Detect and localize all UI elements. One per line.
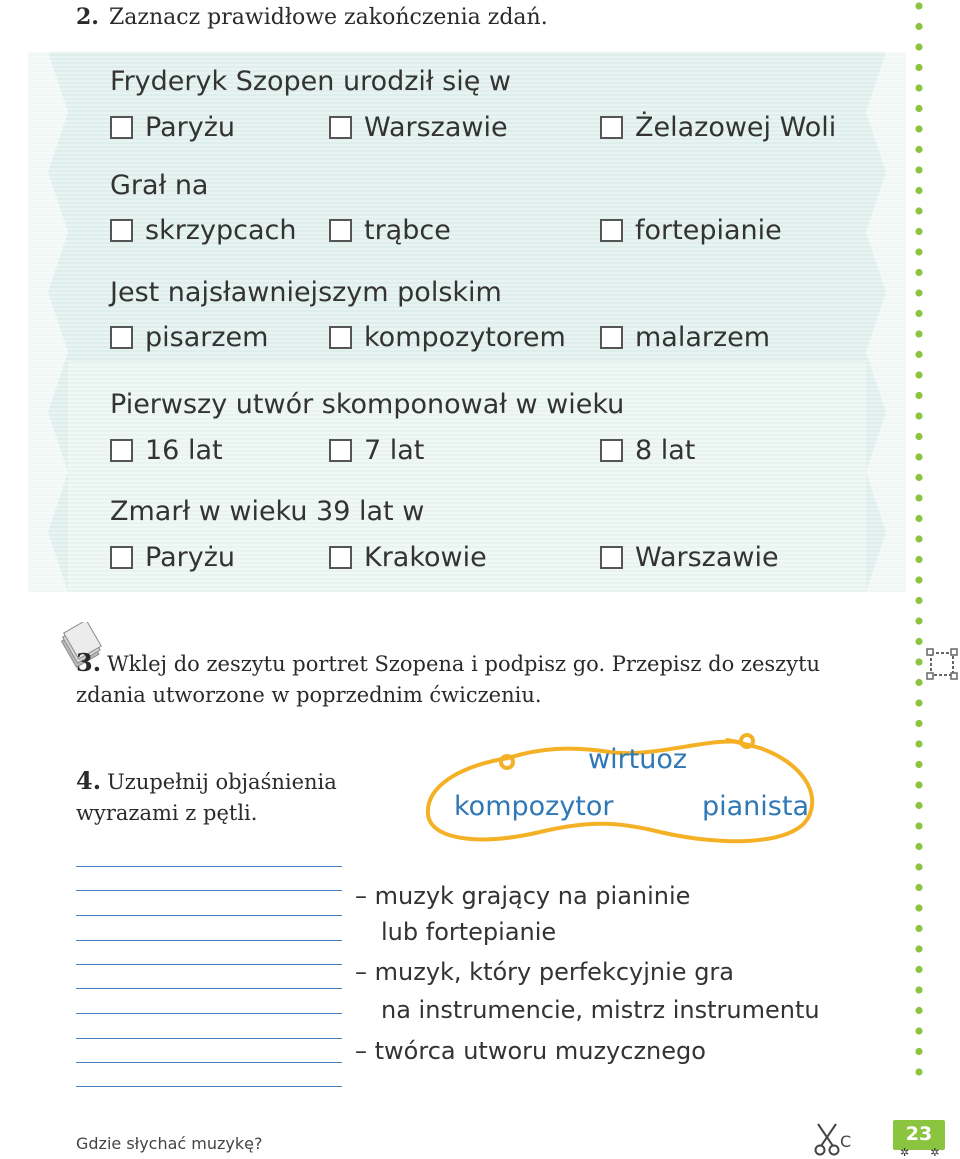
writing-line[interactable] [76, 1013, 342, 1014]
definition-1-cont: lub fortepianie [381, 918, 557, 946]
border-dot [915, 802, 922, 809]
option-label: 8 lat [635, 435, 696, 466]
border-dot [915, 699, 922, 706]
exercise-2-instruction: Zaznacz prawidłowe zakończenia zdań. [108, 5, 548, 30]
border-dot [915, 166, 922, 173]
border-dot [915, 412, 922, 419]
option-1b[interactable] [329, 112, 508, 143]
writing-line[interactable] [76, 988, 342, 989]
dotted-border [910, 0, 930, 1100]
checkbox[interactable] [329, 546, 352, 569]
border-dot [915, 228, 922, 235]
option-label: Paryżu [145, 542, 235, 573]
border-dot [915, 392, 922, 399]
border-dot [915, 966, 922, 973]
checkbox[interactable] [600, 116, 623, 139]
border-dot [915, 23, 922, 30]
border-dot [915, 146, 922, 153]
border-dot [915, 1048, 922, 1055]
border-dot [915, 43, 922, 50]
border-dot [915, 597, 922, 604]
checkbox[interactable] [329, 326, 352, 349]
cut-frame-icon [926, 648, 958, 680]
exercise-3-instruction: Wklej do zeszytu portret Szopena i podpisz go. Przepisz do zeszytu zdania utworzone w poprzednim ćwiczeniu. [76, 652, 821, 707]
writing-line[interactable] [76, 866, 342, 867]
option-4b[interactable] [329, 435, 424, 466]
exercise-2-number: 2. [76, 4, 99, 30]
writing-line[interactable] [76, 1086, 342, 1087]
option-5c[interactable] [600, 542, 779, 573]
border-dot [915, 535, 922, 542]
option-4c[interactable] [600, 435, 695, 466]
border-dot [915, 740, 922, 747]
border-dot [915, 863, 922, 870]
option-3c[interactable] [600, 322, 770, 353]
border-dot [915, 453, 922, 460]
option-3b[interactable] [329, 322, 566, 353]
question-3: Jest najsławniejszym polskim [110, 277, 502, 308]
border-dot [915, 925, 922, 932]
question-2: Grał na [110, 170, 209, 201]
option-label: Krakowie [364, 542, 487, 573]
border-dot [915, 248, 922, 255]
checkbox[interactable] [329, 116, 352, 139]
option-3a[interactable] [110, 322, 268, 353]
border-dot [915, 843, 922, 850]
border-dot [915, 638, 922, 645]
border-dot [915, 84, 922, 91]
checkbox[interactable] [329, 439, 352, 462]
question-4: Pierwszy utwór skomponował w wieku [110, 389, 625, 420]
checkbox[interactable] [110, 439, 133, 462]
option-5b[interactable] [329, 542, 487, 573]
definition-1: – muzyk grający na pianinie [355, 882, 691, 910]
option-2b[interactable] [329, 215, 451, 246]
writing-line[interactable] [76, 964, 342, 965]
option-label: skrzypcach [145, 215, 297, 246]
border-dot [915, 761, 922, 768]
border-dot [915, 187, 922, 194]
border-dot [915, 822, 922, 829]
section-letter: C [840, 1132, 852, 1151]
border-dot [915, 720, 922, 727]
border-dot [915, 679, 922, 686]
writing-line[interactable] [76, 1062, 342, 1063]
border-dot [915, 289, 922, 296]
border-dot [915, 781, 922, 788]
border-dot [915, 1007, 922, 1014]
border-dot [915, 945, 922, 952]
option-label: kompozytorem [364, 322, 566, 353]
checkbox[interactable] [110, 219, 133, 242]
border-dot [915, 2, 922, 9]
definition-2-cont: na instrumencie, mistrz instrumentu [381, 996, 820, 1024]
border-dot [915, 556, 922, 563]
checkbox[interactable] [600, 219, 623, 242]
option-label: malarzem [635, 322, 771, 353]
definition-3: – twórca utworu muzycznego [355, 1037, 706, 1065]
loop-word: pianista [702, 791, 809, 822]
definition-2: – muzyk, który perfekcyjnie gra [355, 958, 734, 986]
page-number: 23 [893, 1120, 945, 1150]
border-dot [915, 207, 922, 214]
option-label: Warszawie [364, 112, 508, 143]
option-label: 16 lat [145, 435, 223, 466]
exercise-4-text [76, 765, 337, 829]
checkbox[interactable] [110, 546, 133, 569]
exercise-3-text [76, 647, 876, 711]
border-dot [915, 330, 922, 337]
section-title: Gdzie słychać muzykę? [76, 1134, 263, 1153]
checkbox[interactable] [600, 546, 623, 569]
option-label: Warszawie [635, 542, 779, 573]
border-dot [915, 658, 922, 665]
exercise-4-line1 [76, 765, 337, 798]
border-dot [915, 64, 922, 71]
exercise-4-number: 4. [76, 766, 102, 795]
exercise-2-heading [76, 4, 548, 30]
border-dot [915, 986, 922, 993]
checkbox[interactable] [329, 219, 352, 242]
exercise-3-number: 3. [76, 648, 102, 677]
option-label: Paryżu [145, 112, 235, 143]
border-dot [915, 1027, 922, 1034]
option-2c[interactable] [600, 215, 782, 246]
border-dot [915, 904, 922, 911]
question-1: Fryderyk Szopen urodził się w [110, 66, 512, 97]
border-dot [915, 125, 922, 132]
writing-line[interactable] [76, 915, 342, 916]
border-dot [915, 433, 922, 440]
option-label: pisarzem [145, 322, 269, 353]
checkbox[interactable] [110, 326, 133, 349]
border-dot [915, 576, 922, 583]
scissors-icon [814, 1122, 840, 1156]
checkbox[interactable] [600, 326, 623, 349]
option-1c[interactable] [600, 112, 836, 143]
exercise-4-instruction-cont: wyrazami z pętli. [76, 801, 258, 825]
border-dot [915, 371, 922, 378]
border-dot [915, 1068, 922, 1075]
registration-mark: ✲ ✲ [900, 1146, 940, 1159]
exercise-4-instruction: Uzupełnij objaśnienia [107, 770, 337, 794]
option-4a[interactable] [110, 435, 223, 466]
border-dot [915, 351, 922, 358]
writing-line[interactable] [76, 940, 342, 941]
option-label: trąbce [364, 215, 451, 246]
question-5: Zmarł w wieku 39 lat w [110, 496, 425, 527]
loop-word: kompozytor [454, 791, 614, 822]
border-dot [915, 474, 922, 481]
border-dot [915, 310, 922, 317]
checkbox[interactable] [600, 439, 623, 462]
writing-line[interactable] [76, 890, 342, 891]
border-dot [915, 105, 922, 112]
border-dot [915, 269, 922, 276]
writing-line[interactable] [76, 1038, 342, 1039]
loop-word: wirtuoz [588, 744, 688, 775]
border-dot [915, 617, 922, 624]
option-5a[interactable] [110, 542, 235, 573]
option-label: 7 lat [364, 435, 425, 466]
checkbox[interactable] [110, 116, 133, 139]
option-2a[interactable] [110, 215, 296, 246]
option-label: Żelazowej Woli [635, 112, 837, 143]
option-1a[interactable] [110, 112, 235, 143]
border-dot [915, 884, 922, 891]
border-dot [915, 494, 922, 501]
border-dot [915, 515, 922, 522]
option-label: fortepianie [635, 215, 782, 246]
